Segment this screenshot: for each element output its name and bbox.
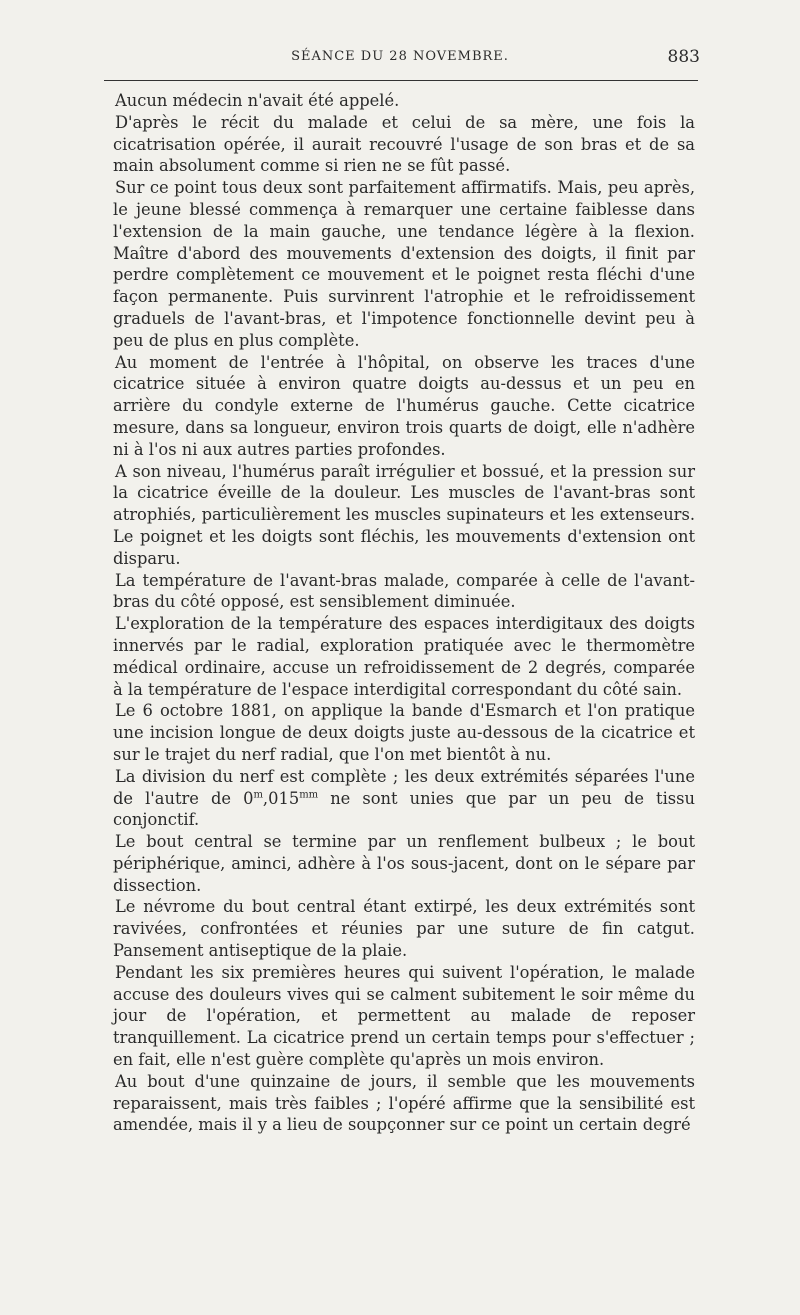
paragraph: Le névrome du bout central étant extirpé, les deux extrémités sont ravivées, confrontées et réunies par une suture de fin catgut. Pansement antiseptique de la plaie. xyxy=(113,897,695,961)
paragraph: La température de l'avant-bras malade, comparée à celle de l'avant-bras du côté opposé, est sensiblement diminuée. xyxy=(113,570,695,612)
paragraph: D'après le récit du malade et celui de sa mère, une fois la cicatrisation opérée, il aurait recouvré l'usage de son bras et de sa main absolument comme si rien ne se fût passé. xyxy=(113,112,695,176)
paragraph: L'exploration de la température des espaces interdigitaux des doigts innervés par le radial, exploration pratiquée avec le thermomètre médical ordinaire, accuse un refroidissement de 2 degrés, comparée à la température de l'espace interdigital correspondant du côté sain. xyxy=(113,614,695,699)
unit-superscript-m: m xyxy=(253,789,263,801)
paragraph: Le bout central se termine par un renflement bulbeux ; le bout périphérique, aminci, adhère à l'os sous-jacent, dont on le sépare par dissection. xyxy=(113,832,695,895)
page-number: 883 xyxy=(667,47,700,67)
paragraph: A son niveau, l'humérus paraît irrégulier et bossué, et la pression sur la cicatrice éveille de la douleur. Les muscles de l'avant-bras sont atrophiés, particulièrement les muscles supinateurs et les extenseurs. Le poignet et les doigts sont fléchis, les mouvements d'extension ont disparu. xyxy=(113,461,695,568)
running-title: SÉANCE DU 28 NOVEMBRE. xyxy=(291,49,509,64)
paragraph: Au moment de l'entrée à l'hôpital, on observe les traces d'une cicatrice située à environ quatre doigts au-dessus et un peu en arrière du condyle externe de l'humérus gauche. Cette cicatrice mesure, dans sa longueur, environ trois quarts de doigt, elle n'adhère ni à l'os ni aux autres parties profondes. xyxy=(113,352,695,459)
paragraph: Le 6 octobre 1881, on applique la bande d'Esmarch et l'on pratique une incision longue de deux doigts juste au-dessous de la cicatrice et sur le trajet du nerf radial, que l'on met bientôt à nu. xyxy=(113,701,695,764)
body-text xyxy=(113,90,695,1136)
division-text-after: ne sont unies que par un peu de tissu conjonctif. xyxy=(113,788,695,830)
paragraph: Au bout d'une quinzaine de jours, il semble que les mouvements reparaissent, mais très faibles ; l'opéré affirme que la sensibilité est amendée, mais il y a lieu de soupçonner sur ce point un certain degré xyxy=(113,1071,695,1135)
division-text-middle: ,015 xyxy=(262,788,300,808)
running-head xyxy=(100,49,700,71)
paragraph-division xyxy=(113,766,695,831)
unit-superscript-mm: mm xyxy=(299,789,319,801)
header-rule xyxy=(104,80,698,81)
paragraph: Aucun médecin n'avait été appelé. xyxy=(115,91,400,110)
paragraph: Sur ce point tous deux sont parfaitement affirmatifs. Mais, peu après, le jeune blessé commença à remarquer une certaine faiblesse dans l'extension de la main gauche, une tendance légère à la flexion. Maître d'abord des mouvements d'extension des doigts, il finit par perdre complètement ce mouvement et le poignet resta fléchi d'une façon permanente. Puis survinrent l'atrophie et le refroidissement graduels de l'avant-bras, et l'impotence fonctionnelle devint peu à peu de plus en plus complète. xyxy=(113,178,695,350)
paragraph: Pendant les six premières heures qui suivent l'opération, le malade accuse des douleurs vives qui se calment subitement le soir même du jour de l'opération, et permettent au malade de reposer tranquillement. La cicatrice prend un certain temps pour s'effectuer ; en fait, elle n'est guère complète qu'après un mois environ. xyxy=(113,962,695,1070)
division-text-before: La division du nerf est complète ; les deux extrémités séparées l'une de l'autre de 0 xyxy=(113,766,695,808)
